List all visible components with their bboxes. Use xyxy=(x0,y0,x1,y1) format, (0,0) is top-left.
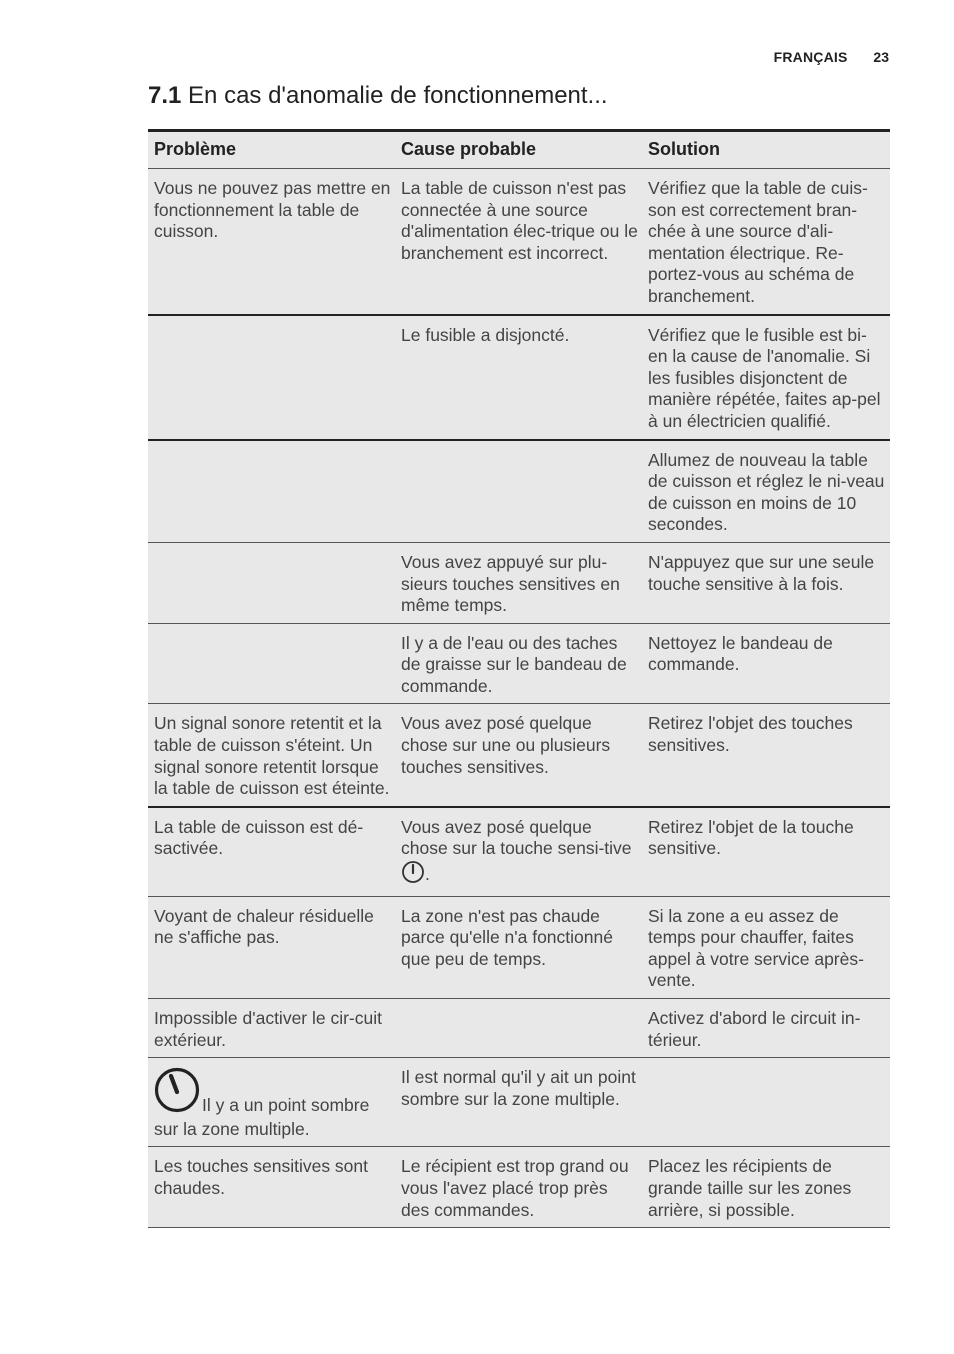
section-number: 7.1 xyxy=(148,82,182,109)
language-label: FRANÇAIS xyxy=(773,49,848,65)
table-row xyxy=(148,704,890,807)
table-row xyxy=(148,896,890,998)
column-header-solution: Solution xyxy=(642,131,890,169)
problem-cell: Vous ne pouvez pas mettre en fonctionnement la table de cuisson. xyxy=(148,169,395,315)
cause-text: Vous avez posé quelque chose sur la touche sensi-tive xyxy=(401,816,632,859)
cause-cell: Il est normal qu'il y ait un point sombre sur la zone multiple. xyxy=(395,1058,642,1147)
cause-cell: Vous avez appuyé sur plu-sieurs touches sensitives en même temps. xyxy=(395,542,642,623)
cause-cell xyxy=(395,807,642,896)
solution-cell: Retirez l'objet des touches sensitives. xyxy=(642,704,890,807)
cause-cell: La table de cuisson n'est pas connectée à une source d'alimentation élec-trique ou le branchement est incorrect. xyxy=(395,169,642,315)
table-row xyxy=(148,1147,890,1228)
problem-cell xyxy=(148,542,395,623)
table-row xyxy=(148,807,890,896)
power-icon xyxy=(401,860,425,890)
page-number: 23 xyxy=(873,49,889,65)
table-row xyxy=(148,169,890,315)
problem-cell xyxy=(148,315,395,440)
table-row xyxy=(148,440,890,543)
solution-cell: Retirez l'objet de la touche sensitive. xyxy=(642,807,890,896)
problem-cell: Les touches sensitives sont chaudes. xyxy=(148,1147,395,1228)
problem-text: Il y a un point sombre sur la zone multiple. xyxy=(154,1095,370,1139)
solution-cell: Allumez de nouveau la table de cuisson et réglez le ni-veau de cuisson en moins de 10 secondes. xyxy=(642,440,890,543)
problem-cell xyxy=(148,623,395,704)
cause-cell: Le fusible a disjoncté. xyxy=(395,315,642,440)
problem-cell xyxy=(148,440,395,543)
problem-cell: Voyant de chaleur résiduelle ne s'affiche pas. xyxy=(148,896,395,998)
cause-suffix: . xyxy=(425,864,430,885)
section-title-text: En cas d'anomalie de fonctionnement... xyxy=(188,82,608,109)
cause-cell xyxy=(395,999,642,1058)
problem-cell xyxy=(148,1058,395,1147)
solution-cell: Vérifiez que la table de cuis-son est correctement bran-chée à une source d'ali-mentation électrique. Re-portez-vous au schéma de branchement. xyxy=(642,169,890,315)
solution-cell: Activez d'abord le circuit in-térieur. xyxy=(642,999,890,1058)
table-row xyxy=(148,1058,890,1147)
table-row xyxy=(148,542,890,623)
solution-cell xyxy=(642,1058,890,1147)
table-row xyxy=(148,315,890,440)
table-row xyxy=(148,999,890,1058)
cause-cell: Il y a de l'eau ou des taches de graisse sur le bandeau de commande. xyxy=(395,623,642,704)
table-header-row xyxy=(148,131,890,169)
cause-cell: Vous avez posé quelque chose sur une ou plusieurs touches sensitives. xyxy=(395,704,642,807)
problem-cell: La table de cuisson est dé-sactivée. xyxy=(148,807,395,896)
column-header-problem: Problème xyxy=(148,131,395,169)
troubleshooting-table xyxy=(148,129,890,1228)
solution-cell: Placez les récipients de grande taille sur les zones arrière, si possible. xyxy=(642,1147,890,1228)
multi-zone-icon xyxy=(154,1067,200,1119)
cause-cell: Le récipient est trop grand ou vous l'avez placé trop près des commandes. xyxy=(395,1147,642,1228)
solution-cell: Nettoyez le bandeau de commande. xyxy=(642,623,890,704)
column-header-cause: Cause probable xyxy=(395,131,642,169)
problem-cell: Un signal sonore retentit et la table de cuisson s'éteint. Un signal sonore retentit lorsque la table de cuisson est éteinte. xyxy=(148,704,395,807)
solution-cell: Vérifiez que le fusible est bi-en la cause de l'anomalie. Si les fusibles disjonctent de manière répétée, faites ap-pel à un électricien qualifié. xyxy=(642,315,890,440)
page-header xyxy=(774,49,889,65)
problem-cell: Impossible d'activer le cir-cuit extérieur. xyxy=(148,999,395,1058)
table-row xyxy=(148,623,890,704)
cause-cell xyxy=(395,440,642,543)
solution-cell: Si la zone a eu assez de temps pour chauffer, faites appel à votre service après-vente. xyxy=(642,896,890,998)
solution-cell: N'appuyez que sur une seule touche sensitive à la fois. xyxy=(642,542,890,623)
cause-cell: La zone n'est pas chaude parce qu'elle n'a fonctionné que peu de temps. xyxy=(395,896,642,998)
section-title xyxy=(148,82,608,110)
